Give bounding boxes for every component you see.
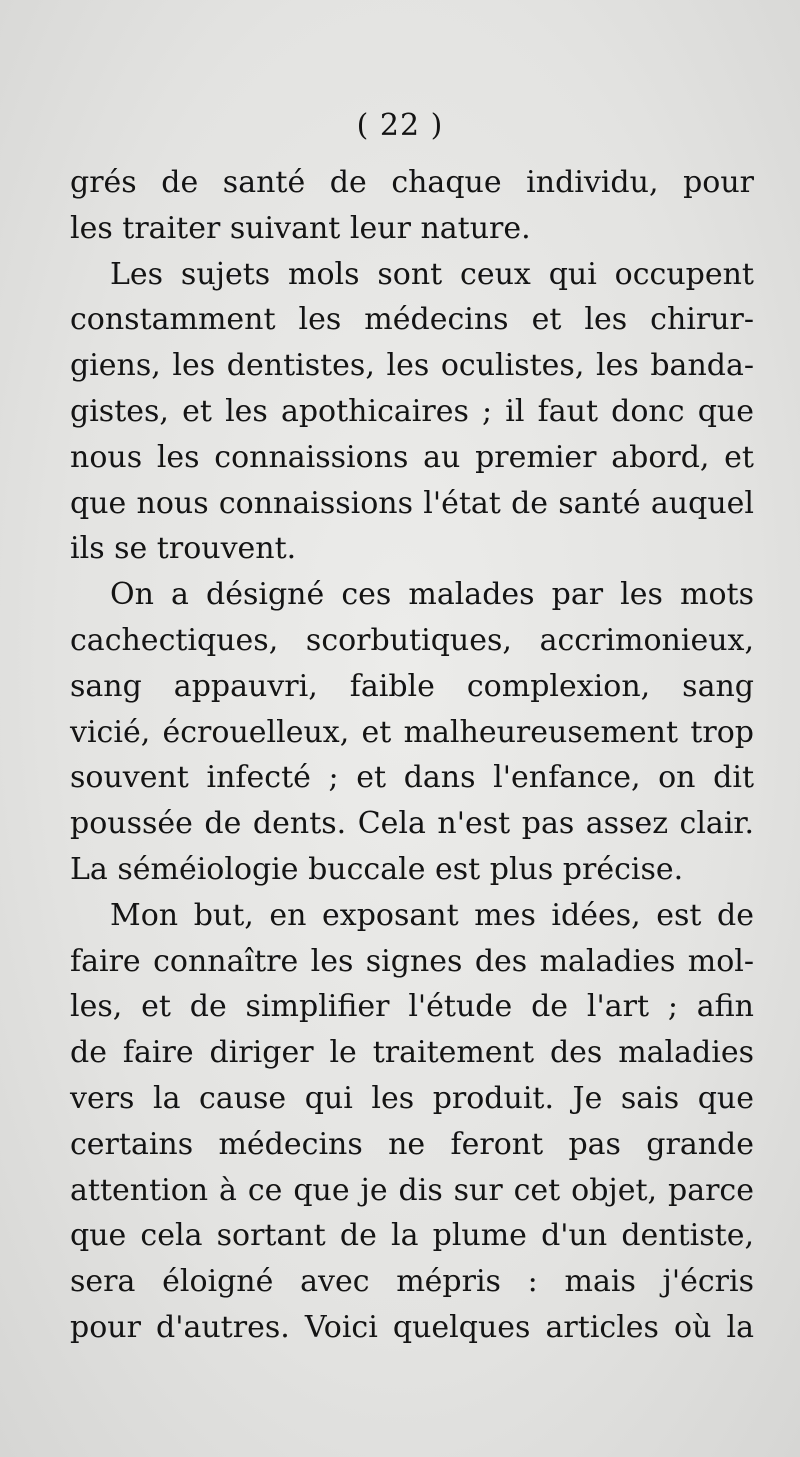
text-line: vers la cause qui les produit. Je sais que xyxy=(70,1080,754,1116)
text-line: cachectiques, scorbutiques, accrimonieux, xyxy=(70,622,754,658)
text-line: les traiter suivant leur nature. xyxy=(70,210,531,246)
text-line: certains médecins ne feront pas grande xyxy=(70,1126,754,1162)
text-line: ils se trouvent. xyxy=(70,531,297,567)
text-line: constamment les médecins et les chirur- xyxy=(70,302,754,338)
text-line: sang appauvri, faible complexion, sang xyxy=(70,668,754,704)
text-line: poussée de dents. Cela n'est pas assez clair. xyxy=(70,806,754,842)
text-line: nous les connaissions au premier abord, et xyxy=(70,439,754,475)
text-line: sera éloigné avec mépris : mais j'écris xyxy=(70,1264,754,1300)
page-number: ( 22 ) xyxy=(356,108,444,143)
text-line: pour d'autres. Voici quelques articles où la xyxy=(70,1309,754,1345)
text-line: de faire diriger le traitement des maladies xyxy=(70,1035,754,1071)
text-line: les, et de simplifier l'étude de l'art ; afin xyxy=(70,989,754,1025)
text-line: vicié, écrouelleux, et malheureusement trop xyxy=(70,714,754,750)
text-line: Les sujets mols sont ceux qui occupent xyxy=(110,256,754,292)
text-line: grés de santé de chaque individu, pour xyxy=(70,165,754,200)
text-line: que nous connaissions l'état de santé auquel xyxy=(70,485,754,521)
text-line: On a désigné ces malades par les mots xyxy=(110,577,754,613)
text-line: gistes, et les apothicaires ; il faut donc que xyxy=(70,393,754,429)
text-line: La séméiologie buccale est plus précise. xyxy=(70,851,684,887)
text-line: giens, les dentistes, les oculistes, les banda- xyxy=(70,348,754,384)
text-line: que cela sortant de la plume d'un dentiste, xyxy=(70,1218,754,1254)
text-line: attention à ce que je dis sur cet objet, parce xyxy=(70,1172,754,1208)
text-line: Mon but, en exposant mes idées, est de xyxy=(110,897,754,933)
text-line: souvent infecté ; et dans l'enfance, on dit xyxy=(70,760,754,796)
body-text xyxy=(70,160,754,1351)
text-line: faire connaître les signes des maladies mol- xyxy=(70,943,754,979)
